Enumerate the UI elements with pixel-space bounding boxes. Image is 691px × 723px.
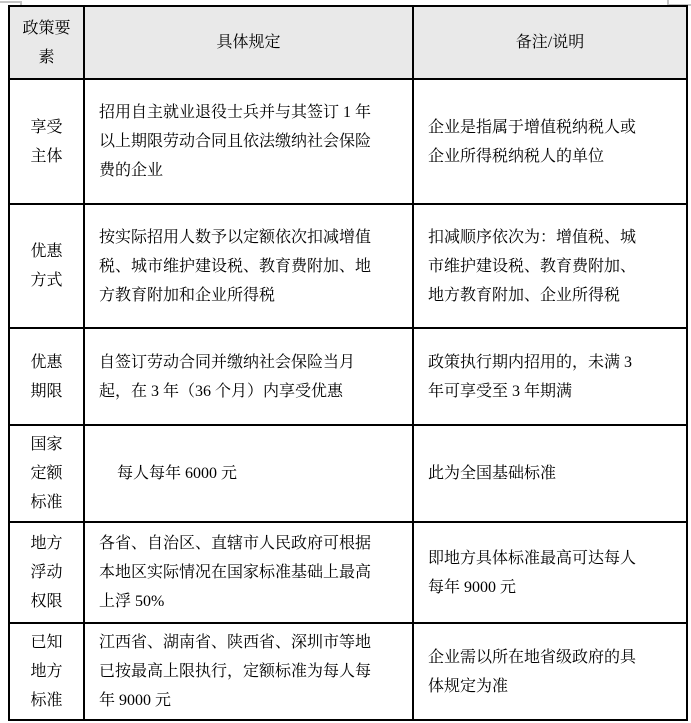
provision-cell: 江西省、湖南省、陕西省、深圳市等地已按最高上限执行，定额标准为每人每年 9000 元 (84, 623, 413, 720)
note-cell: 扣减顺序依次为：增值税、城市维护建设税、教育费附加、地方教育附加、企业所得税 (413, 204, 687, 328)
column-header-policy-element: 政策要素 (9, 6, 84, 79)
table-row (9, 522, 687, 623)
provision-cell: 自签订劳动合同并缴纳社会保险当月起，在 3 年（36 个月）内享受优惠 (84, 328, 413, 425)
provision-cell: 按实际招用人数予以定额依次扣减增值税、城市维护建设税、教育费附加、地方教育附加和企业所得税 (84, 204, 413, 328)
policy-table (8, 5, 688, 721)
note-cell: 即地方具体标准最高可达每人每年 9000 元 (413, 522, 687, 623)
table-row (9, 425, 687, 522)
table-row (9, 328, 687, 425)
table-row (9, 623, 687, 720)
note-cell: 企业是指属于增值税纳税人或企业所得税纳税人的单位 (413, 79, 687, 204)
policy-element-cell: 享受主体 (9, 79, 84, 204)
header-row (9, 6, 687, 79)
table-row (9, 79, 687, 204)
table-row (9, 204, 687, 328)
provision-cell: 招用自主就业退役士兵并与其签订 1 年以上期限劳动合同且依法缴纳社会保险费的企业 (84, 79, 413, 204)
note-cell: 企业需以所在地省级政府的具体规定为准 (413, 623, 687, 720)
policy-element-cell: 国家定额标准 (9, 425, 84, 522)
policy-element-cell: 已知地方标准 (9, 623, 84, 720)
provision-cell: 每人每年 6000 元 (84, 425, 413, 522)
note-cell: 政策执行期内招用的，未满 3 年可享受至 3 年期满 (413, 328, 687, 425)
policy-element-cell: 优惠期限 (9, 328, 84, 425)
provision-cell: 各省、自治区、直辖市人民政府可根据本地区实际情况在国家标准基础上最高上浮 50% (84, 522, 413, 623)
note-cell: 此为全国基础标准 (413, 425, 687, 522)
column-header-provision: 具体规定 (84, 6, 413, 79)
column-header-note: 备注/说明 (413, 6, 687, 79)
policy-element-cell: 优惠方式 (9, 204, 84, 328)
policy-element-cell: 地方浮动权限 (9, 522, 84, 623)
